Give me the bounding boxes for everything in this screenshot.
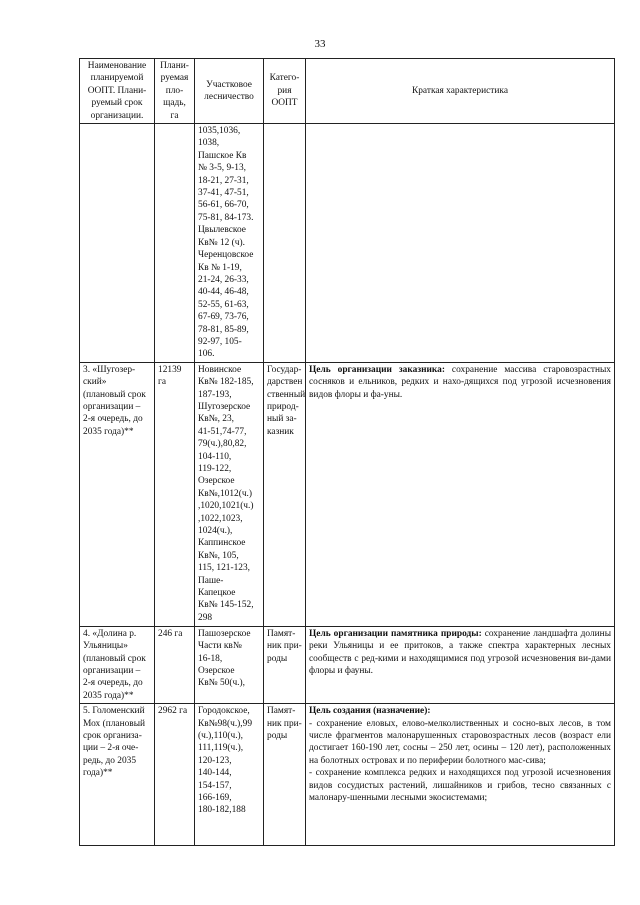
row-area: 12139 га: [155, 362, 195, 626]
row-description: [306, 704, 615, 846]
row-name: 3. «Шугозер- ский» (плановый срок организации – 2-я очередь, до 2035 года)**: [80, 362, 155, 626]
row-description-text: - сохранение еловых, елово-мелколиственных и сосно-вых лесов, в том числе фрагментов малонарушенных старовозрастных лесов (возраст ели достигает 160-190 лет, сосны – 250 лет, осины – 120 лет), расположенных на болотных островах и по периферии болотного мас-сива; - сохранение комплекса редких и находящихся под угрозой исчезновения видов сосудистых растений, лишайников и грибов, тесно связанных с малонару-шенными лесными экосистемами;: [309, 718, 611, 804]
row-category: Памят- ник при- роды: [264, 704, 306, 846]
row-category: Памят- ник при- роды: [264, 626, 306, 703]
oopt-table: [79, 58, 615, 846]
row-area: 2962 га: [155, 704, 195, 846]
row-category: [264, 124, 306, 363]
row-description: [306, 626, 615, 703]
header-area: Плани- руемая пло- щадь, га: [155, 59, 195, 124]
header-forestry: Участковое лесничество: [195, 59, 264, 124]
row-description-heading: Цель создания (назначение):: [309, 706, 431, 717]
row-forestry: Пашозерское Части кв№ 16-18, Озерское Кв№ 50(ч.),: [195, 626, 264, 703]
row-name: [80, 124, 155, 363]
row-description: [306, 362, 615, 626]
page-number: 33: [314, 38, 326, 50]
table-row: [80, 362, 615, 626]
header-description: Краткая характеристика: [306, 59, 615, 124]
row-description-heading: Цель организации памятника природы:: [309, 628, 482, 639]
header-category: Катего- рия ООПТ: [264, 59, 306, 124]
row-area: 246 га: [155, 626, 195, 703]
row-description: [306, 124, 615, 363]
row-forestry: Городокское, Кв№98(ч.),99 (ч.),110(ч.), 111,119(ч.), 120-123, 140-144, 154-157, 166-169, 180-182,188: [195, 704, 264, 846]
row-forestry: Новинское Кв№ 182-185, 187-193, Шугозерское Кв№, 23, 41-51,74-77, 79(ч.),80,82, 104-110, 119-122, Озерское Кв№,1012(ч.) ,1020,1021(ч.) ,1022,1023, 1024(ч.), Каппинское Кв№, 105, 115, 121-123, Паше- Капецкое Кв№ 145-152, 298: [195, 362, 264, 626]
table-row: [80, 626, 615, 703]
row-description-text: сохранение ландшафта долины реки Ульяницы и ее притоков, а также спектра характерных лесных сообществ с ред-кими и находящимися под угрозой исчезновения ви-дами флоры и фауны.: [309, 628, 612, 676]
row-forestry: 1035,1036, 1038, Пашское Кв № 3-5, 9-13, 18-21, 27-31, 37-41, 47-51, 56-61, 66-70, 75-81, 84-173. Цвылевское Кв№ 12 (ч). Черенцовское Кв № 1-19, 21-24, 26-33, 40-44, 46-48, 52-55, 61-63, 67-69, 73-76, 78-81, 85-89, 92-97, 105- 106.: [195, 124, 264, 363]
table-row: [80, 124, 615, 363]
row-description-text: сохранение массива старовозрастных сосняков и ельников, редких и нахо-дящихся под угрозой исчезновения видов флоры и фа-уны.: [309, 364, 611, 400]
header-name: Наименование планируемой ООПТ. Плани- руемый срок организации.: [80, 59, 155, 124]
row-description-heading: Цель организации заказника:: [309, 364, 445, 375]
row-name: 5. Голоменский Мох (плановый срок организа- ции – 2-я оче- редь, до 2035 года)**: [80, 704, 155, 846]
row-area: [155, 124, 195, 363]
row-category: Государ- дарствен ственный природ- ный за- казник: [264, 362, 306, 626]
row-name: 4. «Долина р. Ульяницы» (плановый срок организации – 2-я очередь, до 2035 года)**: [80, 626, 155, 703]
table-row: [80, 704, 615, 846]
table-header-row: [80, 59, 615, 124]
